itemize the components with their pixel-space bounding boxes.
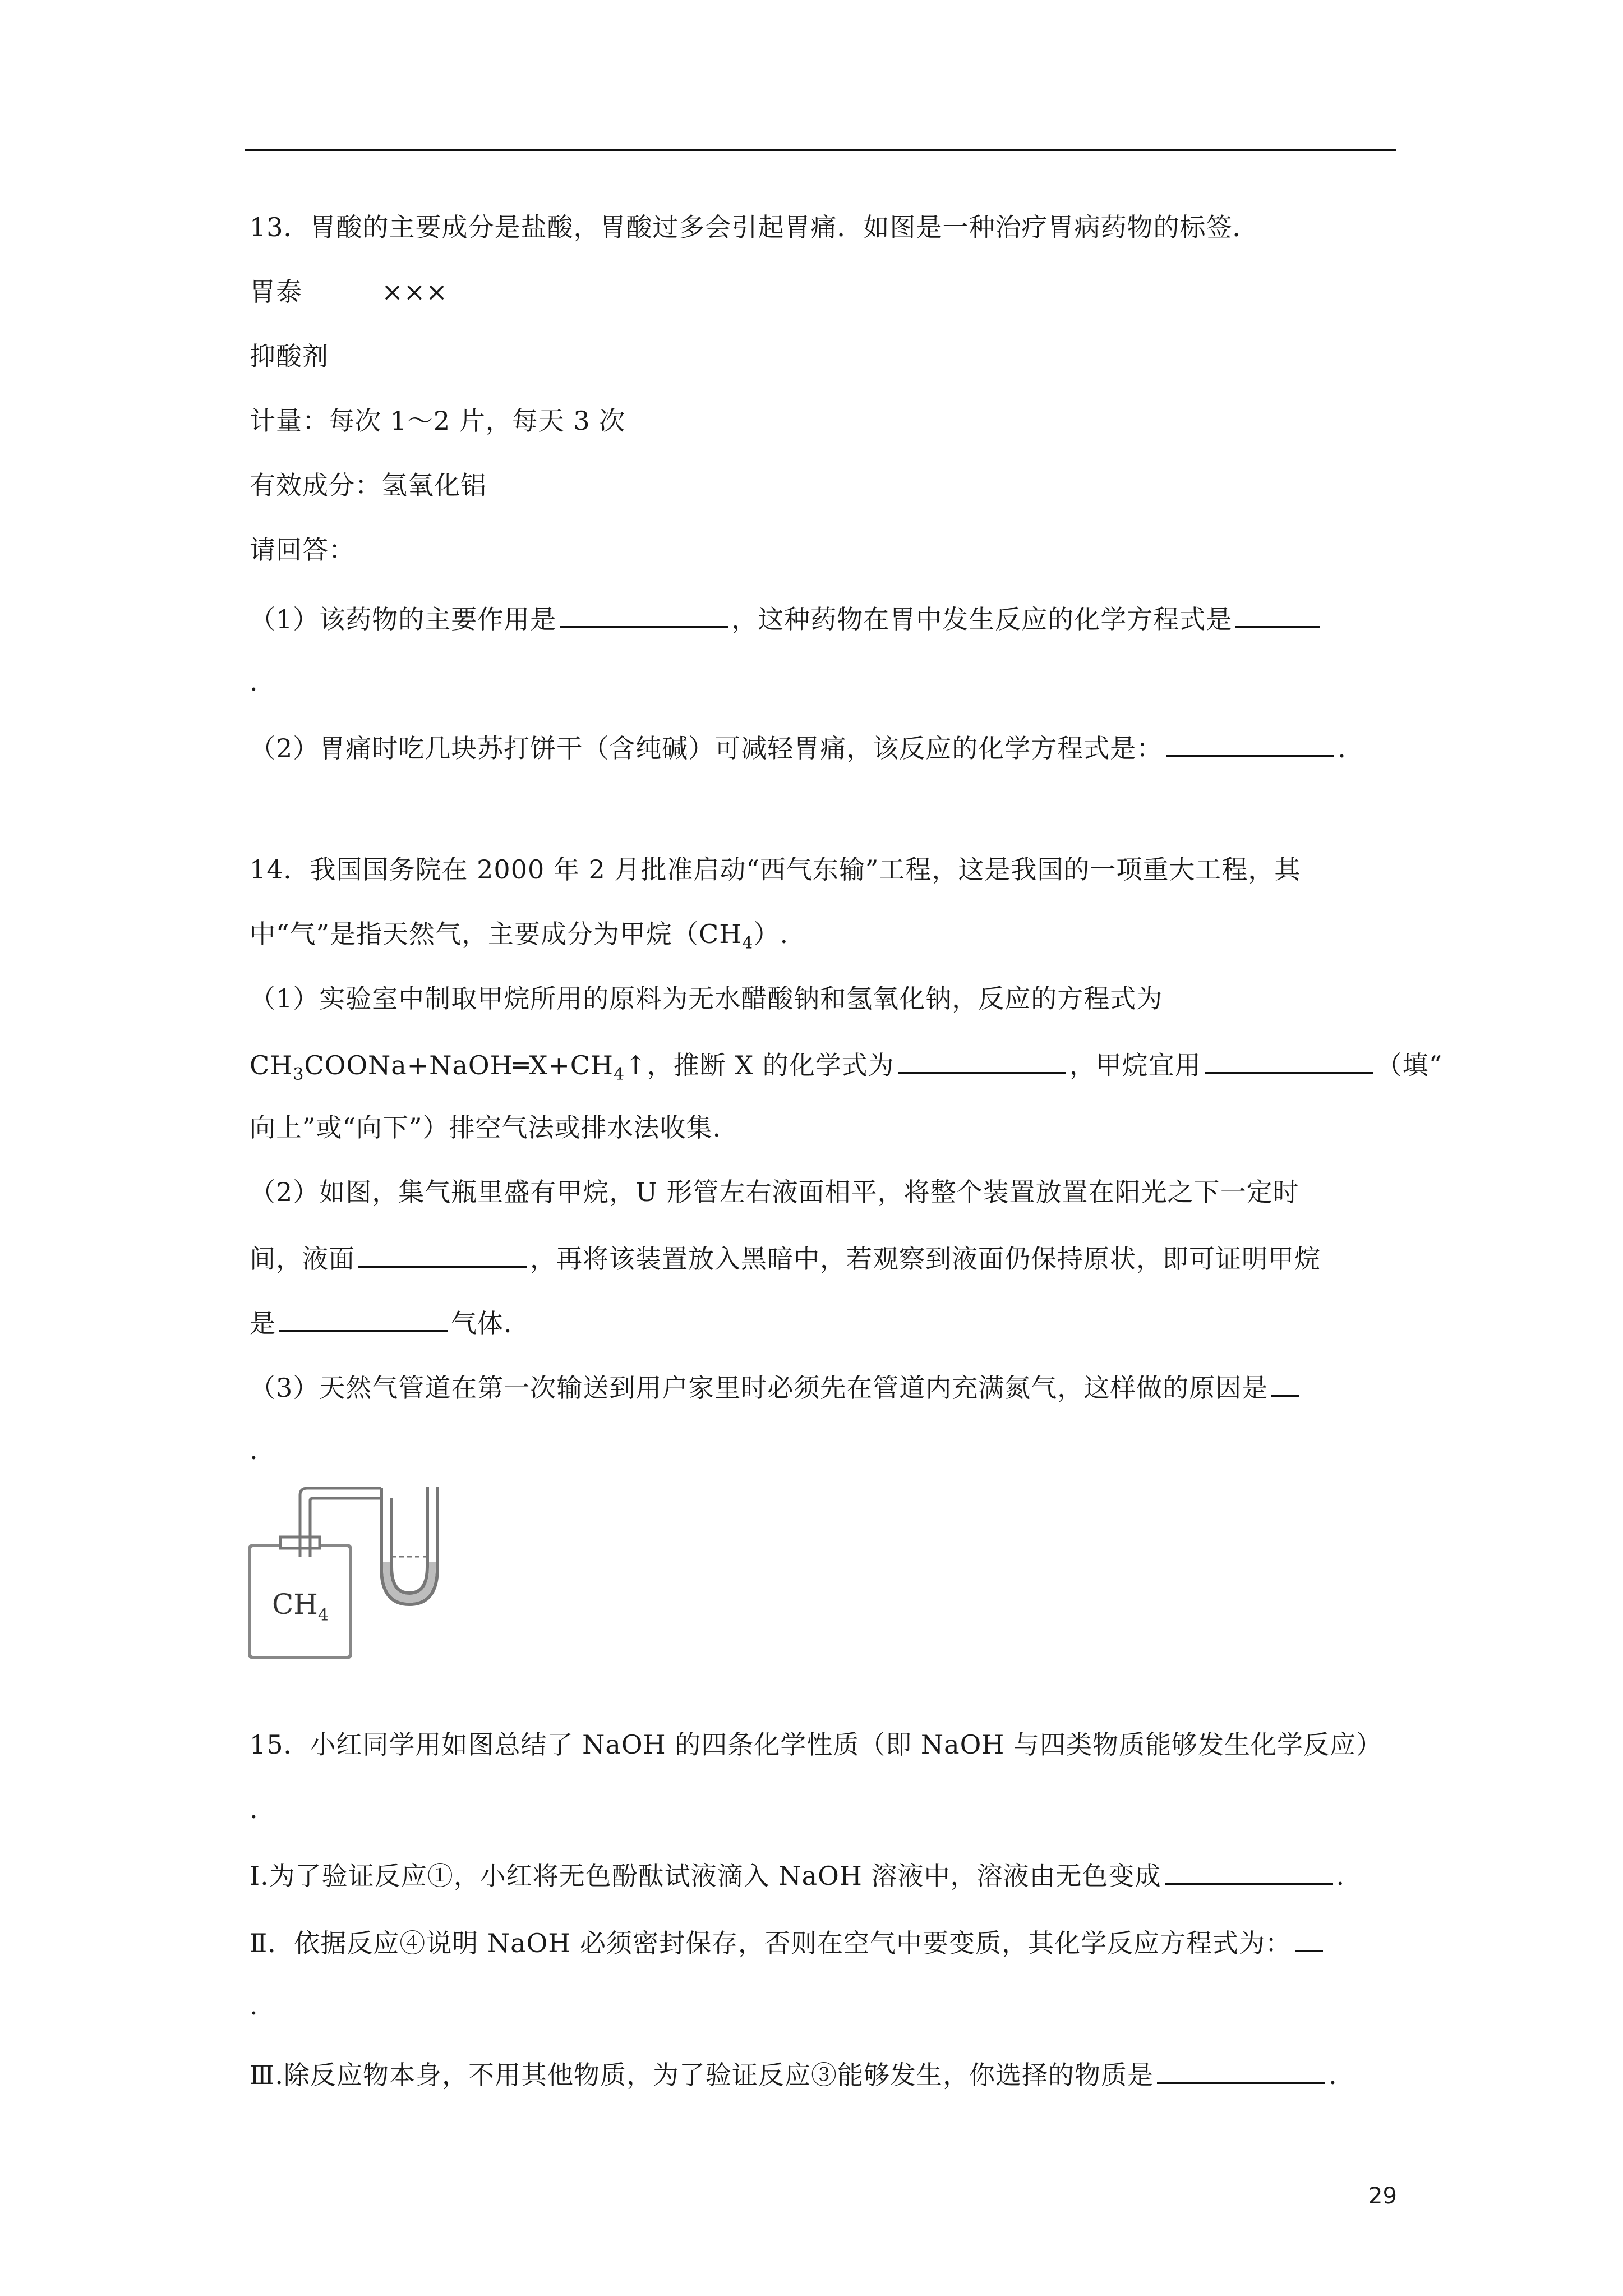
- q14-stem-line2-a: 中“气”是指天然气，主要成分为甲烷（CH: [250, 919, 743, 949]
- header-rule: [245, 149, 1396, 151]
- answer-blank[interactable]: [1166, 729, 1334, 757]
- q13-label-dose: 计量：每次 1～2 片，每天 3 次: [250, 406, 626, 436]
- q15-item1-end: .: [1336, 1861, 1345, 1891]
- answer-blank[interactable]: [1157, 2056, 1325, 2084]
- q15-item1: [250, 1857, 1345, 1893]
- eq-text: COONa+NaOH═X+CH: [304, 1050, 614, 1080]
- answer-blank[interactable]: [1295, 1924, 1323, 1952]
- answer-blank[interactable]: [1205, 1046, 1373, 1074]
- q13-stem: 13．胃酸的主要成分是盐酸，胃酸过多会引起胃痛．如图是一种治疗胃病药物的标签．: [250, 212, 1259, 242]
- q14-stem-line2: [250, 917, 789, 954]
- q15-stem-end: .: [250, 1794, 259, 1824]
- answer-blank[interactable]: [898, 1046, 1066, 1074]
- q14-part3-end: .: [250, 1435, 259, 1465]
- q13-part2-end: .: [1338, 733, 1347, 763]
- gas-label: $CH_4$: [272, 1588, 329, 1625]
- q15-item3-text: Ⅲ.除反应物本身，不用其他物质，为了验证反应③能够发生，你选择的物质是: [250, 2060, 1154, 2090]
- q14-part2-line3: [250, 1304, 513, 1340]
- q14-part3-line1: [250, 1369, 1303, 1405]
- q14-part2-line2: [250, 1240, 1321, 1276]
- q13-part2-text: （2）胃痛时吃几块苏打饼干（含纯碱）可减轻胃痛，该反应的化学方程式是：: [250, 733, 1163, 763]
- eq-text: ，甲烷宜用: [1069, 1050, 1201, 1080]
- q13-part1: [250, 600, 1323, 636]
- q14-part2-text: 是: [250, 1308, 276, 1338]
- answer-blank[interactable]: [1235, 600, 1320, 628]
- q13-part1-text-b: ，这种药物在胃中发生反应的化学方程式是: [731, 604, 1233, 634]
- u-tube-inner: [391, 1487, 427, 1593]
- q13-part1-end: .: [250, 666, 259, 697]
- q15-item1-text: Ⅰ.为了验证反应①，小红将无色酚酞试液滴入 NaOH 溶液中，溶液由无色变成: [250, 1861, 1161, 1891]
- q13-label-mark: ×××: [381, 277, 448, 307]
- q13-label-name-row: [250, 275, 448, 309]
- page-number: 29: [1368, 2183, 1397, 2209]
- q13-prompt: 请回答：: [250, 535, 355, 565]
- q15-item2: [250, 1924, 1326, 1960]
- answer-blank[interactable]: [358, 1240, 527, 1268]
- q14-part1-line3: 向上”或“向下”）排空气法或排水法收集.: [250, 1112, 722, 1143]
- q13-part1-text-a: （1）该药物的主要作用是: [250, 604, 557, 634]
- q14-part2-text: 气体.: [451, 1308, 513, 1338]
- q14-part2-text: 间，液面: [250, 1244, 355, 1274]
- q14-part2-text: ，再将该装置放入黑暗中，若观察到液面仍保持原状，即可证明甲烷: [530, 1244, 1321, 1274]
- q14-stem-line1: 14．我国国务院在 2000 年 2 月批准启动“西气东输”工程，这是我国的一项重大工程，其: [250, 854, 1301, 885]
- methane-apparatus-diagram: [247, 1484, 443, 1660]
- answer-blank[interactable]: [560, 600, 728, 628]
- q14-stem-line2-b: ）.: [753, 919, 789, 949]
- eq-text: （填“: [1376, 1050, 1443, 1080]
- q14-part1-equation: [250, 1046, 1443, 1085]
- q13-label-ingredient: 有效成分：氢氧化铝: [250, 470, 487, 500]
- q15-stem: 15．小红同学用如图总结了 NaOH 的四条化学性质（即 NaOH 与四类物质能够发生化学反应）: [250, 1729, 1383, 1760]
- answer-blank[interactable]: [279, 1304, 448, 1332]
- answer-blank[interactable]: [1271, 1369, 1299, 1397]
- subscript: 4: [614, 1065, 625, 1085]
- subscript: 4: [742, 933, 754, 954]
- eq-text: ↑，推断 X 的化学式为: [625, 1050, 895, 1080]
- q14-part1-line1: （1）实验室中制取甲烷所用的原料为无水醋酸钠和氢氧化钠，反应的方程式为: [250, 983, 1163, 1014]
- q15-item3-end: .: [1328, 2060, 1338, 2090]
- subscript: 3: [293, 1065, 305, 1085]
- q13-label-type: 抑酸剂: [250, 341, 329, 371]
- q15-item2-text: Ⅱ．依据反应④说明 NaOH 必须密封保存，否则在空气中要变质，其化学反应方程式为：: [250, 1928, 1292, 1958]
- q14-part2-line1: （2）如图，集气瓶里盛有甲烷，U 形管左右液面相平，将整个装置放置在阳光之下一定时: [250, 1177, 1299, 1207]
- methane-apparatus-figure: [247, 1484, 443, 1660]
- q13-label-name: 胃泰: [250, 277, 302, 307]
- eq-text: CH: [250, 1050, 293, 1080]
- q13-part2: [250, 729, 1347, 765]
- q15-item2-end: .: [250, 1990, 259, 2021]
- q14-part3-text: （3）天然气管道在第一次输送到用户家里时必须先在管道内充满氮气，这样做的原因是: [250, 1373, 1269, 1403]
- answer-blank[interactable]: [1165, 1857, 1333, 1885]
- q15-item3: [250, 2056, 1338, 2092]
